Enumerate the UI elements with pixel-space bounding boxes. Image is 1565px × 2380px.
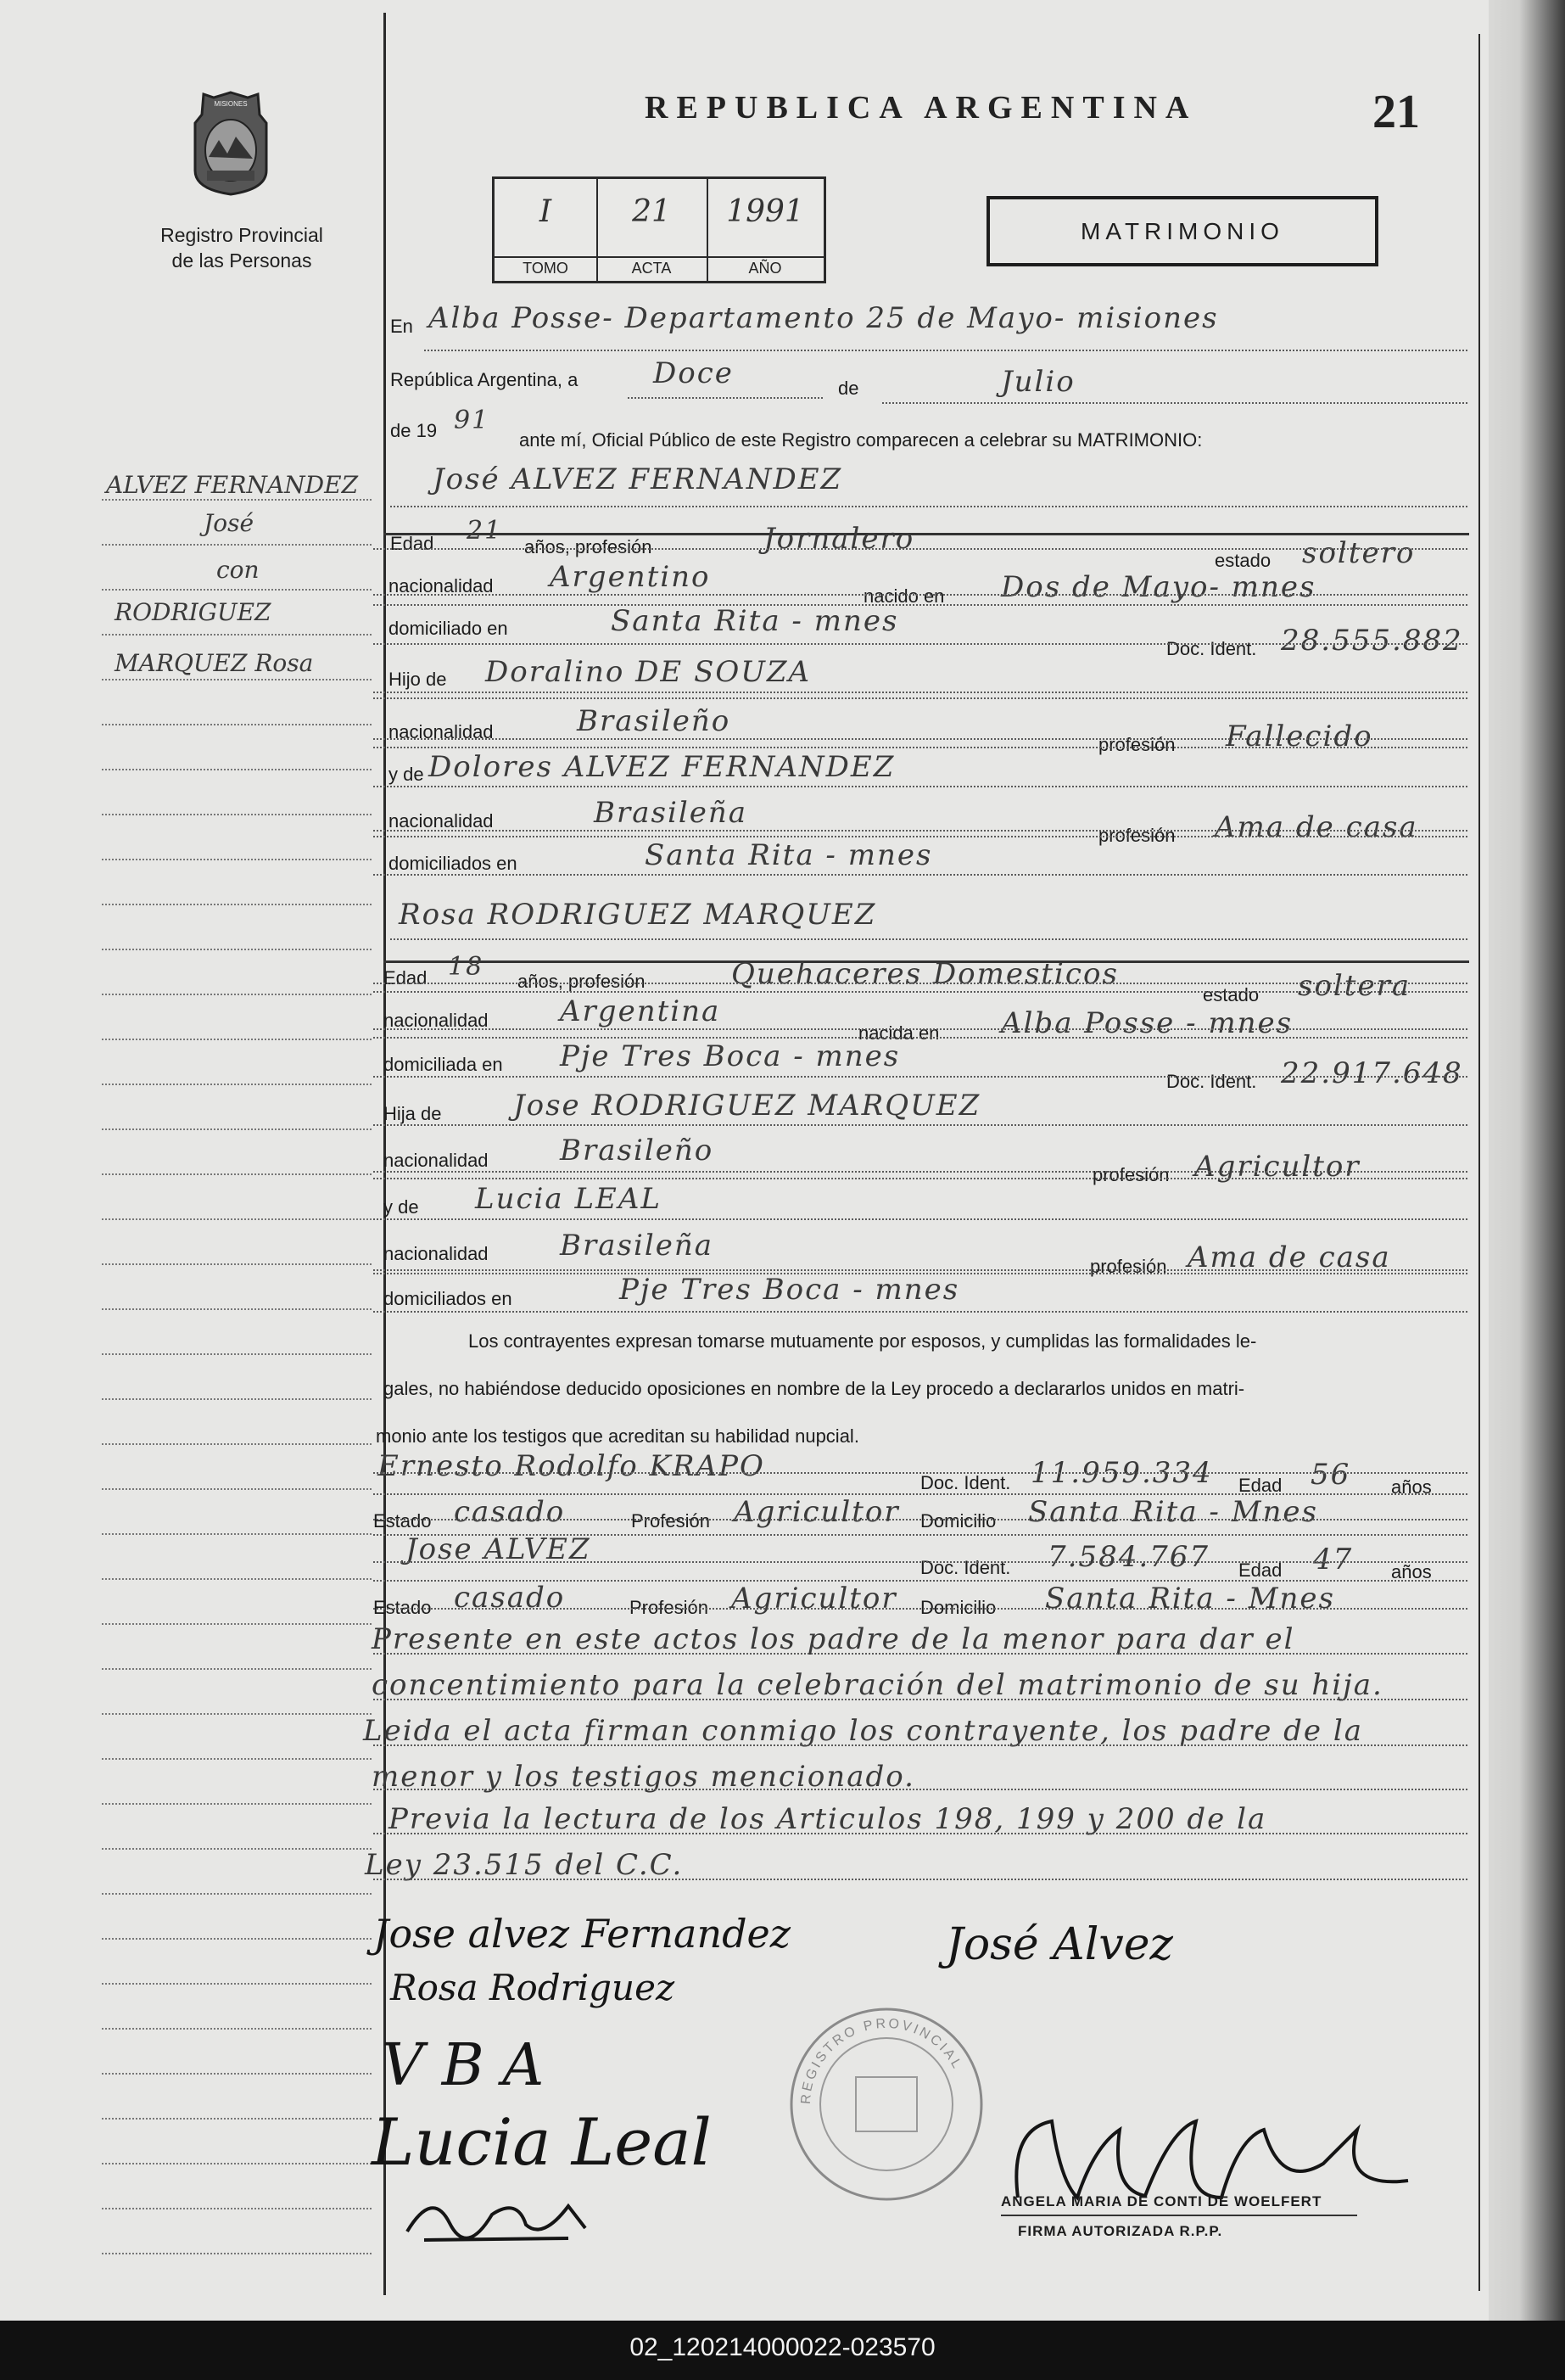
form-fill-line — [373, 1879, 1467, 1880]
witness1-doc: 11.959.334 — [1031, 1456, 1213, 1490]
witness2-doc-label: Doc. Ident. — [920, 1557, 1011, 1578]
witness1-domicilio: Santa Rita - Mnes — [1028, 1495, 1318, 1529]
margin-ruled-line — [102, 994, 372, 995]
bride-padre-nac: Brasileño — [560, 1134, 714, 1168]
margin-ruled-line — [102, 1533, 372, 1535]
margin-ruled-line — [102, 1848, 372, 1850]
form-fill-line — [373, 1561, 1467, 1563]
margin-ruled-line — [102, 1758, 372, 1760]
margin-surname-groom: ALVEZ FERNANDEZ — [106, 471, 359, 499]
groom-name: José ALVEZ FERNANDEZ — [433, 462, 843, 496]
bride-nacida-label: nacida en — [858, 1022, 940, 1044]
form-fill-line — [373, 643, 1467, 645]
witness2-doc: 7.584.767 — [1048, 1540, 1210, 1574]
ano-label: AÑO — [707, 256, 824, 277]
margin-ruled-line — [102, 814, 372, 815]
form-fill-line — [373, 830, 1467, 832]
witness2-estado: casado — [454, 1581, 566, 1615]
margin-ruled-line — [102, 724, 372, 725]
form-fill-line — [373, 594, 1467, 596]
bride-madre-nac: Brasileña — [560, 1229, 713, 1263]
form-fill-line — [373, 1311, 1467, 1313]
groom-padre: Doralino DE SOUZA — [485, 655, 812, 689]
margin-ruled-line — [102, 1938, 372, 1940]
bride-padre: Jose RODRIGUEZ MARQUEZ — [513, 1089, 981, 1123]
groom-padre-prof: Fallecido — [1226, 720, 1373, 753]
groom-nacionalidad: Argentino — [550, 560, 711, 594]
note-line-2: concentimiento para la celebración del matrimonio de su hija. — [372, 1668, 1383, 1702]
bride-estado: soltera — [1298, 969, 1411, 1003]
groom-padre-prof-label: profesión — [1098, 734, 1176, 755]
signature-bride: Rosa Rodriguez — [390, 1967, 675, 2008]
margin-ruled-line — [102, 2073, 372, 2075]
witness1-name: Ernesto Rodolfo KRAPO — [377, 1449, 765, 1483]
margin-surname-bride: RODRIGUEZ — [115, 598, 271, 626]
official-title: FIRMA AUTORIZADA R.P.P. — [1018, 2223, 1223, 2239]
bride-edad-label: Edad — [383, 967, 428, 988]
margin-ruled-line — [102, 2208, 372, 2209]
bride-padre-nac-label: nacionalidad — [383, 1150, 489, 1171]
month-line — [882, 402, 1467, 404]
form-fill-line — [373, 1493, 1467, 1495]
form-fill-line — [373, 1608, 1467, 1610]
bride-domiciliados-label: domiciliados en — [383, 1288, 512, 1309]
tomo-acta-ano-box — [492, 176, 826, 283]
image-caption: 02_120214000022-023570 — [629, 2333, 936, 2361]
bride-nacionalidad: Argentina — [560, 994, 721, 1028]
signature-scribble-icon — [399, 2172, 619, 2248]
form-fill-line — [373, 1744, 1467, 1746]
form-fill-line — [373, 604, 1467, 606]
margin-ruled-line — [102, 634, 372, 636]
form-fill-line — [373, 786, 1467, 787]
margin-ruled-line — [102, 589, 372, 591]
groom-hijo-label: Hijo de — [388, 669, 447, 690]
margin-con: con — [216, 556, 260, 584]
form-fill-line — [373, 1653, 1467, 1655]
margin-ruled-line — [102, 679, 372, 680]
bride-name: Rosa RODRIGUEZ MARQUEZ — [399, 898, 877, 932]
declaration-line-2: gales, no habiéndose deducido oposiciones en nombre de la Ley procedo a declararlos unidos en matri- — [383, 1378, 1245, 1399]
de-label: de — [838, 378, 859, 399]
registry-name — [119, 222, 365, 273]
form-fill-line — [373, 692, 1467, 693]
form-fill-line — [373, 1833, 1467, 1834]
margin-ruled-line — [102, 2118, 372, 2120]
groom-madre: Dolores ALVEZ FERNANDEZ — [428, 750, 896, 784]
form-fill-line — [373, 1124, 1467, 1126]
bride-name-line — [390, 938, 1467, 940]
bride-madre-nac-label: nacionalidad — [383, 1243, 489, 1264]
margin-ruled-line — [102, 1488, 372, 1490]
bride-profesion: Quehaceres Domesticos — [731, 957, 1119, 991]
note-line-1: Presente en este actos los padre de la menor para dar el — [372, 1622, 1295, 1656]
signature-witness: José Alvez — [946, 1919, 1173, 1970]
form-fill-line — [373, 1472, 1467, 1474]
groom-madre-prof-label: profesión — [1098, 825, 1176, 846]
year-suffix: 91 — [454, 406, 490, 435]
form-fill-line — [373, 1171, 1467, 1173]
bride-nac-label: nacionalidad — [383, 1010, 489, 1031]
form-fill-line — [373, 1218, 1467, 1220]
svg-text:REGISTRO PROVINCIAL: REGISTRO PROVINCIAL — [798, 2016, 965, 2105]
bride-nacida-en: Alba Posse - mnes — [1001, 1006, 1294, 1040]
day-line — [628, 397, 823, 399]
groom-edad: 21 — [467, 516, 503, 546]
margin-ruled-line — [102, 1713, 372, 1715]
bride-domicilio-label: domiciliada en — [383, 1054, 503, 1075]
form-fill-line — [373, 874, 1467, 876]
margin-name-groom: José — [204, 509, 254, 537]
witness2-profesion: Agricultor — [731, 1582, 897, 1616]
margin-ruled-line — [102, 1578, 372, 1580]
groom-nac-label: nacionalidad — [388, 575, 494, 596]
margin-ruled-line — [102, 544, 372, 546]
declaration-line-3: monio ante los testigos que acreditan su habilidad nupcial. — [376, 1425, 859, 1447]
registry-line-1: Registro Provincial — [160, 224, 323, 246]
margin-ruled-line — [102, 1084, 372, 1085]
groom-domicilio-label: domiciliado en — [388, 618, 508, 639]
form-fill-line — [373, 1076, 1467, 1078]
form-fill-line — [373, 1699, 1467, 1700]
margin-ruled-line — [102, 2163, 372, 2164]
note-line-6: Ley 23.515 del C.C. — [365, 1848, 684, 1882]
margin-ruled-line — [102, 1623, 372, 1625]
witness2-domicilio-label: Domicilio — [920, 1597, 997, 1618]
margin-ruled-line — [102, 1173, 372, 1175]
margin-ruled-line — [102, 1308, 372, 1310]
groom-divider — [383, 533, 1469, 535]
bride-doc: 22.917.648 — [1281, 1056, 1463, 1090]
margin-ruled-line — [102, 1039, 372, 1040]
day-value: Doce — [653, 356, 734, 390]
registry-line-2: de las Personas — [171, 249, 312, 272]
ante-text: ante mí, Oficial Público de este Registro comparecen a celebrar su MATRIMONIO: — [519, 429, 1203, 451]
provincial-seal-icon — [188, 89, 273, 198]
note-line-4: menor y los testigos mencionado. — [372, 1760, 915, 1794]
margin-ruled-line — [102, 904, 372, 905]
margin-ruled-line — [102, 1398, 372, 1400]
form-fill-line — [373, 1534, 1467, 1536]
groom-estado-label: estado — [1215, 550, 1272, 571]
witness2-name: Jose ALVEZ — [405, 1532, 591, 1566]
form-fill-line — [373, 991, 1467, 993]
margin-ruled-line — [102, 859, 372, 860]
bride-domicilio: Pje Tres Boca - mnes — [560, 1039, 901, 1073]
page-edge — [1489, 0, 1565, 2321]
form-fill-line — [373, 1269, 1467, 1271]
groom-nacido-label: nacido en — [864, 585, 945, 607]
signature-groom: Jose alvez Fernandez — [373, 1911, 791, 1957]
form-fill-line — [373, 983, 1467, 984]
witness1-profesion-label: Profesión — [631, 1510, 710, 1532]
svg-text:MISIONES: MISIONES — [214, 100, 248, 108]
witness2-domicilio: Santa Rita - Mnes — [1045, 1582, 1335, 1616]
bride-madre-prof-label: profesión — [1090, 1256, 1167, 1277]
groom-name-line — [390, 506, 1467, 507]
acta-value: 21 — [632, 194, 671, 229]
note-line-5: Previa la lectura de los Articulos 198, 199 y 200 de la — [388, 1802, 1267, 1836]
signature-initials: V B A — [382, 2032, 545, 2099]
groom-domiciliados: Santa Rita - mnes — [645, 838, 933, 872]
margin-ruled-line — [102, 1128, 372, 1130]
form-fill-line — [373, 1789, 1467, 1790]
form-fill-line — [373, 1519, 1467, 1520]
witness2-anos-label: años — [1391, 1561, 1432, 1582]
form-fill-line — [373, 747, 1467, 748]
witness1-estado: casado — [454, 1495, 566, 1529]
form-fill-line — [373, 1028, 1467, 1030]
witness1-anos-label: años — [1391, 1476, 1432, 1498]
note-line-3: Leida el acta firman conmigo los contrayente, los padre de la — [363, 1714, 1364, 1748]
place-value: Alba Posse- Departamento 25 de Mayo- misiones — [428, 301, 1219, 335]
margin-ruled-line — [102, 1668, 372, 1670]
country-title: REPUBLICA ARGENTINA — [645, 90, 1198, 126]
margin-ruled-line — [102, 1443, 372, 1445]
form-fill-line — [373, 836, 1467, 837]
groom-edad-label: Edad — [390, 533, 434, 554]
bride-madre: Lucia LEAL — [475, 1182, 662, 1216]
margin-ruled-line — [102, 1983, 372, 1985]
margin-ruled-line — [102, 1353, 372, 1355]
month-value: Julio — [1001, 365, 1076, 399]
margin-ruled-line — [102, 1218, 372, 1220]
place-line — [424, 350, 1467, 351]
form-fill-line — [373, 1037, 1467, 1039]
witness1-edad: 56 — [1311, 1458, 1351, 1492]
tomo-label: TOMO — [495, 256, 596, 277]
record-type-box: MATRIMONIO — [987, 196, 1378, 266]
margin-ruled-line — [102, 1263, 372, 1265]
groom-domicilio: Santa Rita - mnes — [611, 604, 899, 638]
witness1-estado-label: Estado — [373, 1510, 432, 1532]
bride-edad: 18 — [448, 952, 484, 982]
margin-name-bride: MARQUEZ Rosa — [115, 649, 314, 677]
margin-ruled-line — [102, 769, 372, 770]
bride-madre-prof: Ama de casa — [1188, 1240, 1391, 1274]
registry-stamp-icon — [785, 2002, 988, 2206]
groom-domiciliados-label: domiciliados en — [388, 853, 517, 874]
groom-madre-nac-label: nacionalidad — [388, 810, 494, 832]
form-fill-line — [373, 738, 1467, 740]
ano-value: 1991 — [726, 194, 804, 229]
groom-madre-prof: Ama de casa — [1215, 810, 1418, 844]
groom-yde-label: y de — [388, 764, 424, 785]
bride-yde-label: y de — [383, 1196, 419, 1218]
witness2-edad-label: Edad — [1238, 1560, 1283, 1581]
acta-cell — [596, 179, 708, 281]
witness2-estado-label: Estado — [373, 1597, 432, 1618]
groom-padre-nac-label: nacionalidad — [388, 721, 494, 742]
signature-lucia-leal: Lucia Leal — [372, 2104, 712, 2180]
bride-hija-label: Hija de — [383, 1103, 442, 1124]
groom-doc-label: Doc. Ident. — [1166, 638, 1257, 659]
form-fill-line — [373, 697, 1467, 699]
page-number: 21 — [1372, 86, 1420, 138]
bride-doc-label: Doc. Ident. — [1166, 1071, 1257, 1092]
official-name: ANGELA MARIA DE CONTI DE WOELFERT — [1001, 2193, 1322, 2209]
republica-label: República Argentina, a — [390, 369, 578, 390]
tomo-cell — [495, 179, 598, 281]
en-label: En — [390, 316, 413, 337]
form-fill-line — [373, 1580, 1467, 1582]
bride-domiciliados: Pje Tres Boca - mnes — [619, 1273, 960, 1307]
groom-nacido-en: Dos de Mayo- mnes — [1001, 570, 1316, 604]
witness2-profesion-label: Profesión — [629, 1597, 708, 1618]
groom-profesion-label: años, profesión — [524, 536, 652, 557]
witness1-edad-label: Edad — [1238, 1475, 1283, 1496]
bride-estado-label: estado — [1203, 984, 1260, 1005]
groom-madre-nac: Brasileña — [594, 796, 747, 830]
margin-ruled-line — [102, 499, 372, 501]
year-prefix: de 19 — [390, 420, 438, 441]
witness1-domicilio-label: Domicilio — [920, 1510, 997, 1532]
bride-padre-prof: Agricultor — [1194, 1150, 1361, 1184]
right-border — [1478, 34, 1480, 2291]
form-fill-line — [373, 1178, 1467, 1179]
witness1-profesion: Agricultor — [734, 1495, 900, 1529]
bride-padre-prof-label: profesión — [1093, 1164, 1170, 1185]
groom-estado: soltero — [1302, 536, 1416, 570]
acta-label: ACTA — [596, 256, 707, 277]
bride-profesion-label: años, profesión — [517, 971, 646, 992]
groom-doc: 28.555.882 — [1281, 624, 1463, 658]
form-fill-line — [373, 548, 1467, 550]
ano-cell — [707, 179, 824, 281]
form-fill-line — [373, 1273, 1467, 1274]
margin-ruled-line — [102, 949, 372, 950]
groom-padre-nac: Brasileño — [577, 704, 731, 738]
margin-ruled-line — [102, 2028, 372, 2030]
tomo-value: I — [539, 194, 552, 229]
groom-profesion: Jornalero — [763, 522, 915, 556]
margin-ruled-line — [102, 1803, 372, 1805]
witness1-doc-label: Doc. Ident. — [920, 1472, 1011, 1493]
margin-ruled-line — [102, 2253, 372, 2254]
declaration-line-1: Los contrayentes expresan tomarse mutuamente por esposos, y cumplidas las formalidades le- — [468, 1330, 1257, 1352]
margin-ruled-line — [102, 1893, 372, 1895]
official-signature-line — [1001, 2215, 1357, 2216]
witness2-edad: 47 — [1313, 1543, 1354, 1576]
